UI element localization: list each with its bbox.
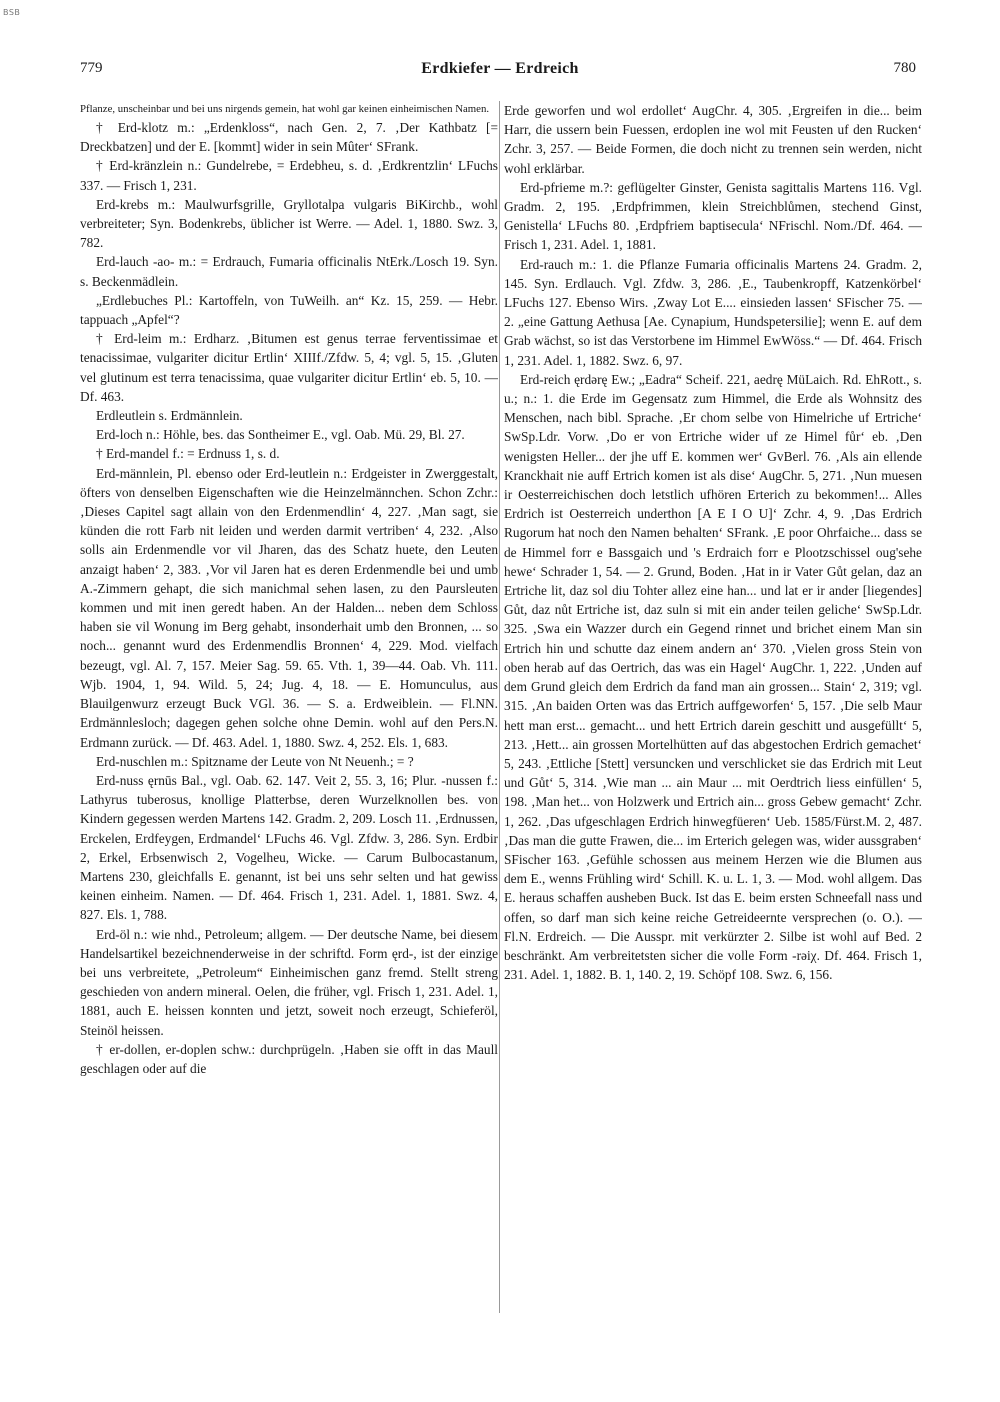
entry-paragraph: Erd-öl n.: wie nhd., Petroleum; allgem. — Der deutsche Name, bei diesem Handelsartikel bezeichnenderweise in der schriftd. Form ęrd-, ist der einzige bei uns verbreitete, „Petroleum“ Einheimischen ganz fremd. Stellt streng geschieden von andern mineral. Oelen, die früher, vgl. Frisch 1, 231. Adel. 1, 1881, auch E. heissen konnten und jetzt, soweit noch erzeugt, Schieferöl, Steinöl heissen. — [80, 926, 498, 1038]
entry-paragraph: † Erd-leim m.: Erdharz. ‚Bitumen est genus terrae ferventissimae et tenacissimae, vulgariter dicitur Ertlin‘ XIIIf./Zfdw. 5, 4; vgl. 5, 15. ‚Gluten vel glutinum est terra tenacissima, quae vulgariter dicitur Ertlin‘ eb. 5, 10. — Df. 463. — [80, 331, 498, 404]
entry-paragraph: Erde geworfen und wol erdollet‘ AugChr. 4, 305. ‚Ergreifen in die... beim Harr, die ussern bein Fuessen, erdoplen ine wol mit Feusten uf den Rucken‘ Zchr. 3, 257. — Beide Formen, die doch nicht zu trennen sein werden, nicht wohl erklärbar. — [504, 103, 922, 176]
entry-paragraph: Erd-rauch m.: 1. die Pflanze Fumaria officinalis Martens 24. Gradm. 2, 145. Syn. Erdlauch. Vgl. Zfdw. 3, 286. ‚E., Taubenkropff, Katzenkörbel‘ LFuchs 127. Ebenso Wirs. ‚Zway Lot E.... einsieden lassen‘ SFischer 75. — 2. „eine Gattung Aethusa [Ae. Cynapium, Hundspetersilie]; wenn E. auf dem Grab wächst, so ist das Verstorbene im Himmel EwWöss.“ — Df. 464. Frisch 1, 231. Adel. 1, 1882. Swz. 6, 97. — [504, 256, 922, 368]
entry-paragraph: Erd-krebs m.: Maulwurfsgrille, Gryllotalpa vulgaris BiKirchb., wohl verbreiteter; Syn. Bodenkrebs, üblicher ist Werre. — Adel. 1, 1880. Swz. 3, 782. — [80, 196, 498, 251]
entry-paragraph: Erd-reich ęrdərę Ew.; „Eadra“ Scheif. 221, aedrę MüLaich. Rd. EhRott., s. u.; n.: 1. die Erde im Gegensatz zum Himmel, die Erde als Wohnsitz des Menschen, nach bibl. Sprache. ‚Er chom selbe von Himelriche uf Ertriche‘ SwSp.Ldr. Vorw. ‚Do er von Ertriche wider uf ze Himel fůr‘ eb. ‚Den wenigsten Heller... der jhe uff E. kommen wer‘ GvBerl. 76. ‚Als ain ellende Kranckhait nie auff Ertrich komen ist als dise‘ AugChr. 5, 271. ‚Nun muesen ir Oesterreichischen doch letstlich ufhören Erterich zu bekommen!... Alles Erdrich ist Oesterreich underthon [A E I O U]‘ Zchr. 4, 9. ‚Das Erdrich Rugorum hat noch den Namen behalten‘ SFrank. ‚E poor Ohrfaiche... dass se de Himmel forr e Bassgaich und 's Erdraich forr e Plootzschissel oug'sehe hewe‘ Schrader 1, 54. — 2. Grund, Boden. ‚Hat in ir Vater Gůt gelan, daz an Ertriche lit, daz sol diu Tohter allez eine han... und lat er ir ander [liegendes] Gůt, daz nůt Ertriche ist, daz suln si mit ein ander teilen geliche‘ SwSp.Ldr. 325. ‚Swa ein Wazzer durch ein Gegend rinnet und brichet einem Man sin Ertrich hin und schutte daz einem andern an‘ 370. ‚Vielen gross Stein von oben herab auf das Oertrich, das was ein Hagel‘ AugChr. 1, 222. ‚Unden auf dem Grund gleich dem Erdrich da fand man ain grossen... Stain‘ 2, 319; vgl. 315. ‚An baiden Orten was das Ertrich auffgeworfen‘ 5, 157. ‚Die selb Maur hett man erst... gemacht... und hett Ertrich darein geschitt und ausgefüllt‘ 5, 213. ‚Hett... ain grossen Mortelhütten auf das abgestochen Erdrich gemachet‘ 5, 243. ‚Ettliche [Stett] versuncken und verschlicket sie das Erdrich mit Leut und Gůt‘ 5, 314. ‚Wie man ... ain Maur ... mit Oerdtrich liess einfüllen‘ 5, 198. ‚Man het... von Holzwerk und Ertrich ain... gross Gebew gemacht‘ Zchr. 1, 262. ‚Das ufgeschlagen Erdrich hinwegfüeren‘ Ueb. 1585/Fürst.M. 2, 487. ‚Das man die gutte Frawen, die... im Erterich gelegen was, wider aussgraben‘ SFischer 163. ‚Gefühle schossen aus meinem Herzen wie die Blumen aus dem E., wenns Frühling wird‘ Schill. K. u. L. 1, 3. — Mod. wohl allgem. Das E. heraus schaffen ausheben Buck. Ist das E. beim ersten Schneefall nass und offen, so darf man sich keine reiche Getreideernte versprechen (o. O.). — Fl.N. Erdreich. — Die Ausspr. mit verkürzter 2. Silbe ist wohl auf Bed. 2 beschränkt. Am verbreitetsten sicher die volle Form -rəiχ. Df. 464. Frisch 1, 231. Adel. 1, 1882. B. 1, 140. 2, 19. Schöpf 108. Swz. 6, 156. — [504, 371, 922, 983]
right-column — [504, 101, 922, 1313]
library-stamp: BSB — [3, 8, 21, 17]
entry-paragraph: † Erd-kränzlein n.: Gundelrebe, = Erdebheu, s. d. ‚Erdkrentzlin‘ LFuchs 337. — Frisch 1, 231. — [80, 158, 498, 193]
column-divider — [499, 101, 500, 1313]
entry-paragraph: Erd-männlein, Pl. ebenso oder Erd-leutlein n.: Erdgeister in Zwerggestalt, öfters von denselben Eigenschaften wie die Heinzelmännchen. Schon Zchr.: ‚Dieses Capitel sagt allain von den Erdenmendlin‘ 4, 227. ‚Man sagt, sie künden die rott Farb nit leiden und werden darmit vertriben‘ 4, 232. ‚Also solls ain Erdenmendle vor vil Jharen, das des Schatz huete, den Leuten anzaigt haben‘ 2, 383. ‚Vor vil Jaren hat es deren Erdenmendle bei und umb A.-Zimmern gehapt, die sich manichmal sehen lasen, zu den Paursleuten kommen und mit inen geredt haben. An der Halden... neben dem Schloss haben sie vil Wonung im Berg gehabt, insonderhait umb den Bronnen, ... so noch... genannt wurd des Erdenmendlis Bronnen‘ 4, 229. Mod. vielfach bezeugt, vgl. Al. 7, 157. Meier Sag. 59. 65. Vth. 1, 39—44. Oab. Vh. 111. Wjb. 1904, 1, 94. Wild. 5, 24; Jug. 4, 18. — E. Homunculus, aus Blauilgenwurz erzeugt Buck VGl. 36. — S. a. Erdweiblein. — Fl.NN. Erdmännlesloch; dagegen gehen solche ohne Demin. wohl auf den Pers.N. Erdmann zurück. — Df. 463. Adel. 1, 1880. Swz. 4, 252. Els. 1, 683. — [80, 465, 498, 750]
page-number-right: 780 — [893, 60, 916, 76]
entry-paragraph: † Erd-klotz m.: „Erdenkloss“, nach Gen. 2, 7. ‚Der Kathbatz [= Dreckbatzen] und der E. [kommt] wider in sein Mûter‘ SFrank. — [80, 120, 498, 155]
entry-paragraph: † Erd-mandel f.: = Erdnuss 1, s. d. — [96, 446, 280, 462]
page-number-left: 779 — [80, 60, 103, 76]
entry-paragraph: Erd-pfrieme m.?: geflügelter Ginster, Genista sagittalis Martens 116. Vgl. Gradm. 2, 195. ‚Erdpfrimmen, klein Streichblůmen, stechend Ginst, Genistella‘ LFuchs 80. ‚Erdpfriem baptisecula‘ NFrischl. Nom./Df. 464. — Frisch 1, 231. Adel. 1, 1881. — [504, 179, 922, 253]
page-header — [80, 60, 920, 82]
entry-paragraph: Erdleutlein s. Erdmännlein. — [96, 408, 243, 424]
entry-paragraph: Erd-loch n.: Höhle, bes. das Sontheimer E., vgl. Oab. Mü. 29, Bl. 27. — [96, 427, 465, 443]
entry-paragraph: Erd-lauch -ao- m.: = Erdrauch, Fumaria officinalis NtErk./Losch 19. Syn. s. Beckenmädlein. — [80, 254, 498, 289]
entry-paragraph: Erd-nuschlen m.: Spitzname der Leute von Nt Neuenh.; = ? — [96, 753, 414, 769]
entry-paragraph: „Erdlebuches Pl.: Kartoffeln, von TuWeilh. an“ Kz. 15, 259. — Hebr. tappuach „Apfel“? — [80, 292, 498, 328]
entry-paragraph: † er-dollen, er-doplen schw.: durchprügeln. ‚Haben sie offt in das Maull geschlagen oder auf die — [80, 1041, 498, 1076]
running-title: Erdkiefer — Erdreich — [421, 60, 579, 77]
entry-paragraph: Pflanze, unscheinbar und bei uns nirgends gemein, hat wohl gar keinen einheimischen Namen. — [80, 103, 490, 115]
entry-paragraph: Erd-nuss ęrnūs Bal., vgl. Oab. 62. 147. Veit 2, 55. 3, 16; Plur. -nussen f.: Lathyrus tuberosus, knollige Platterbse, deren Wurzelknollen bes. von Kindern gegessen werden Martens 142. Gradm. 2, 209. Losch 11. ‚Erdnussen, Erckelen, Erdfeygen, Erdmandel‘ LFuchs 46. Vgl. Zfdw. 3, 286. Syn. Erdbir 2, Erkel, Erbsenwisch 2, Vogelheu, Wicke. — Carum Bulbocastanum, Martens 230, gleichfalls E. genannt, ist bei uns sehr selten und hat gewiss keinen einheim. Namen. — Df. 464. Frisch 1, 231. Adel. 1, 1881. Swz. 4, 827. Els. 1, 788. — [80, 772, 498, 923]
left-column — [80, 101, 498, 1313]
